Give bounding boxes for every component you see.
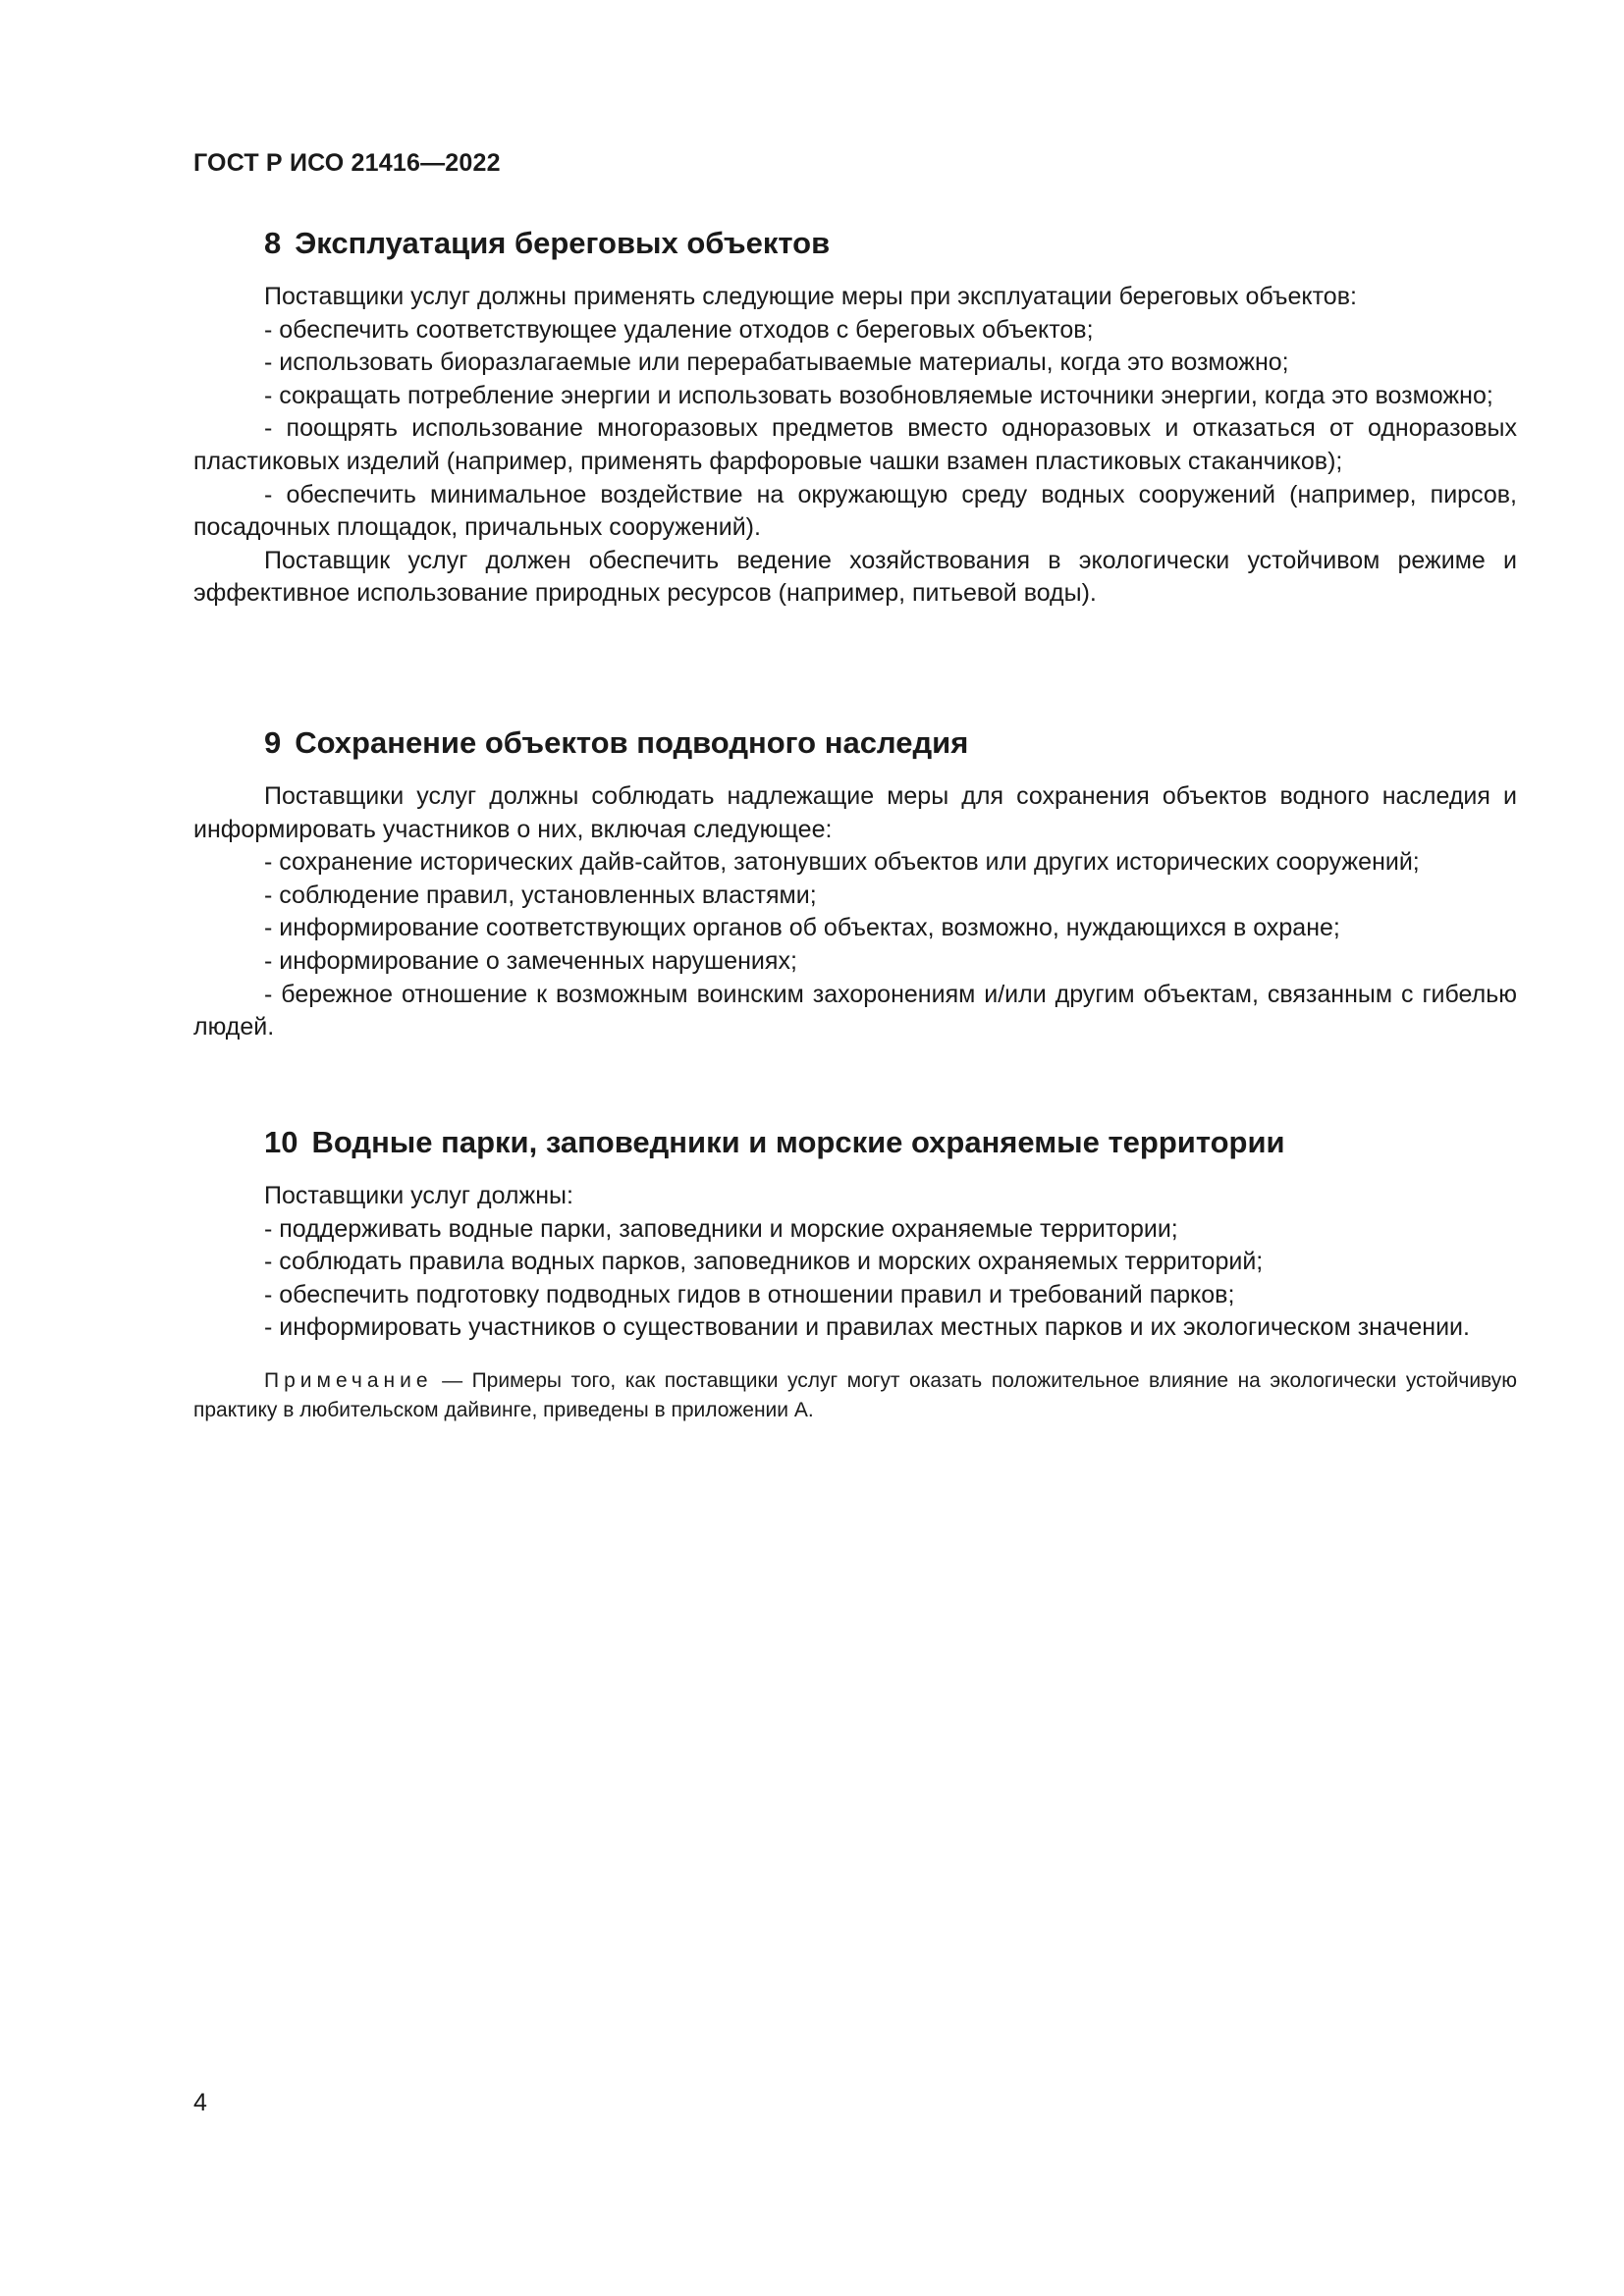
list-item: - бережное отношение к возможным воинским захоронениям и/или другим объектам, связанным с гибелью людей. — [193, 980, 1517, 1041]
list-item: - соблюдать правила водных парков, заповедников и морских охраняемых территорий; — [264, 1248, 1264, 1276]
note — [193, 1366, 1517, 1425]
list-item: - поддерживать водные парки, заповедники и морские охраняемые территории; — [264, 1214, 1178, 1243]
list-item: - информировать участников о существовании и правилах местных парков и их экологическом значении. — [264, 1313, 1470, 1342]
list-item: - соблюдение правил, установленных властями; — [264, 881, 817, 909]
section-heading — [264, 224, 1517, 263]
list-item: - использовать биоразлагаемые или перерабатываемые материалы, когда это возможно; — [264, 348, 1289, 377]
list-item: - информирование соответствующих органов об объектах, возможно, нуждающихся в охране; — [264, 914, 1340, 942]
section-heading — [264, 1123, 1517, 1162]
section-title: Водные парки, заповедники и морские охраняемые территории — [311, 1125, 1285, 1159]
section-number: 9 — [264, 725, 282, 760]
list-item: - поощрять использование многоразовых предметов вместо одноразовых и отказаться от одноразовых пластиковых изделий (например, применять фарфоровые чашки взамен пластиковых стаканчиков); — [193, 414, 1517, 475]
paragraph: Поставщик услуг должен обеспечить ведение хозяйствования в экологически устойчивом режиме и эффективное использование природных ресурсов (например, питьевой воды). — [193, 546, 1517, 608]
document-id-header: ГОСТ Р ИСО 21416—2022 — [193, 149, 501, 177]
list-item: - сохранение исторических дайв-сайтов, затонувших объектов или других исторических сооружений; — [264, 848, 1420, 877]
list-item: - информирование о замеченных нарушениях; — [264, 946, 797, 975]
list-item: - обеспечить подготовку подводных гидов в отношении правил и требований парков; — [264, 1280, 1235, 1308]
list-item: - обеспечить минимальное воздействие на окружающую среду водных сооружений (например, пирсов, посадочных площадок, причальных сооружений). — [193, 480, 1517, 542]
list-item: - обеспечить соответствующее удаление отходов с береговых объектов; — [264, 315, 1094, 344]
note-text: — Примеры того, как поставщики услуг могут оказать положительное влияние на экологически устойчивую практику в любительском дайвинге, приведены в приложении А. — [193, 1368, 1517, 1421]
section-9 — [193, 723, 1517, 1044]
paragraph: Поставщики услуг должны соблюдать надлежащие меры для сохранения объектов водного наследия и информировать участников о них, включая следующее: — [193, 782, 1517, 843]
list-item: - сокращать потребление энергии и использовать возобновляемые источники энергии, когда это возможно; — [264, 381, 1493, 409]
section-heading — [264, 723, 1517, 763]
section-title: Сохранение объектов подводного наследия — [295, 725, 969, 760]
paragraph: Поставщики услуг должны применять следующие меры при эксплуатации береговых объектов: — [264, 283, 1357, 310]
page-number: 4 — [193, 2089, 207, 2116]
section-8 — [193, 224, 1517, 611]
section-title: Эксплуатация береговых объектов — [295, 226, 831, 260]
paragraph: Поставщики услуг должны: — [264, 1182, 573, 1209]
section-10 — [193, 1123, 1517, 1425]
section-number: 8 — [264, 226, 282, 260]
note-label: Примечание — [264, 1368, 433, 1392]
section-number: 10 — [264, 1125, 298, 1159]
